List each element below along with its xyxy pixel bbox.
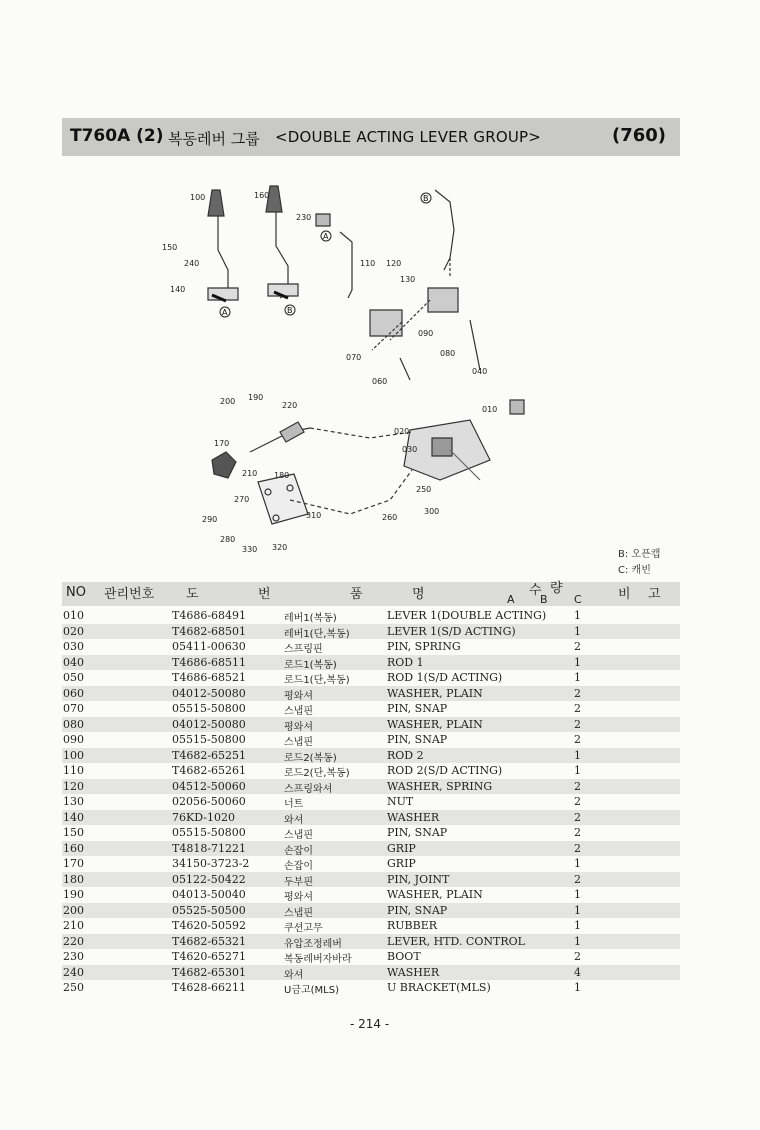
row-name-english: GRIP xyxy=(387,857,416,870)
table-row xyxy=(62,701,680,717)
table-row xyxy=(62,748,680,764)
group-code: T760A (2) xyxy=(70,126,164,146)
table-row xyxy=(62,856,680,872)
svg-text:220: 220 xyxy=(282,401,298,410)
table-row xyxy=(62,717,680,733)
table-row xyxy=(62,825,680,841)
row-name-english: PIN, SNAP xyxy=(387,826,448,839)
row-name-english: GRIP xyxy=(387,841,416,855)
row-no: 100 xyxy=(63,748,84,762)
svg-text:160: 160 xyxy=(254,191,270,200)
row-part-number: 04512-50060 xyxy=(172,779,246,793)
header-qty-a: 수 xyxy=(529,583,542,598)
row-name-english: PIN, SNAP xyxy=(387,903,448,917)
row-part-number: T4620-50592 xyxy=(172,919,247,932)
page-number: - 214 - xyxy=(350,1017,390,1031)
header-name-a: 품 xyxy=(350,587,363,602)
row-part-number: 05515-50800 xyxy=(172,702,246,715)
row-name-english: PIN, SNAP xyxy=(387,733,448,746)
svg-text:320: 320 xyxy=(272,543,288,552)
table-row xyxy=(62,670,680,686)
row-no: 150 xyxy=(63,826,84,839)
row-name-english: LEVER, HTD. CONTROL xyxy=(387,934,525,948)
row-no: 080 xyxy=(63,717,84,731)
row-name-korean: 로드1(단,복동) xyxy=(284,675,350,686)
row-name-english: BOOT xyxy=(387,950,421,963)
row-part-number: 05122-50422 xyxy=(172,872,246,886)
row-quantity: 2 xyxy=(574,717,581,731)
row-no: 230 xyxy=(63,950,84,963)
row-name-korean: 레버1(단,복동) xyxy=(284,628,350,640)
row-quantity: 2 xyxy=(574,779,581,793)
table-row xyxy=(62,949,680,965)
table-row xyxy=(62,763,680,779)
row-name-korean: 스냅핀 xyxy=(284,830,313,841)
row-part-number: T4686-68491 xyxy=(172,609,247,622)
svg-text:070: 070 xyxy=(346,353,362,362)
row-name-korean: 로드1(복동) xyxy=(284,659,337,671)
row-part-number: 04013-50040 xyxy=(172,888,246,901)
row-quantity: 1 xyxy=(574,748,581,762)
svg-text:210: 210 xyxy=(242,469,258,478)
row-name-english: PIN, SPRING xyxy=(387,640,461,653)
row-name-korean: 손잡이 xyxy=(284,845,313,857)
row-no: 220 xyxy=(63,934,84,948)
row-name-english: LEVER 1(S/D ACTING) xyxy=(387,624,516,638)
svg-text:200: 200 xyxy=(220,397,236,406)
row-name-korean: 와셔 xyxy=(284,814,304,826)
row-quantity: 1 xyxy=(574,764,581,777)
row-name-korean: 평와셔 xyxy=(284,892,313,903)
svg-text:240: 240 xyxy=(184,259,200,268)
row-name-korean: 로드2(복동) xyxy=(284,752,337,764)
row-part-number: T4628-66211 xyxy=(172,981,247,994)
row-name-english: RUBBER xyxy=(387,919,438,932)
svg-text:B: B xyxy=(287,306,293,315)
table-row xyxy=(62,732,680,748)
header-note-b: 고 xyxy=(648,587,661,602)
svg-text:020: 020 xyxy=(394,427,410,436)
header-part-a: 도 xyxy=(186,587,199,602)
svg-text:080: 080 xyxy=(440,349,456,358)
header-qty-b: 량 xyxy=(550,581,563,596)
table-row xyxy=(62,810,680,826)
svg-text:230: 230 xyxy=(296,213,312,222)
header-name-b: 명 xyxy=(412,587,425,602)
row-no: 110 xyxy=(63,764,84,777)
row-quantity: 1 xyxy=(574,671,581,684)
row-no: 050 xyxy=(63,671,84,684)
row-no: 240 xyxy=(63,965,84,979)
svg-text:B: B xyxy=(423,194,429,203)
table-row xyxy=(62,903,680,919)
row-part-number: T4682-65251 xyxy=(172,748,247,762)
row-no: 090 xyxy=(63,733,84,746)
table-row xyxy=(62,841,680,857)
row-no: 030 xyxy=(63,640,84,653)
row-part-number: T4686-68521 xyxy=(172,671,247,684)
header-no: NO xyxy=(66,585,86,600)
row-name-korean: 스냅핀 xyxy=(284,907,313,919)
row-part-number: 05525-50500 xyxy=(172,903,246,917)
legend-cabin: C: 캐빈 xyxy=(618,565,651,576)
row-name-english: WASHER, SPRING xyxy=(387,779,493,793)
row-part-number: 05411-00630 xyxy=(172,640,246,653)
row-name-english: LEVER 1(DOUBLE ACTING) xyxy=(387,609,547,622)
table-row xyxy=(62,686,680,702)
row-no: 070 xyxy=(63,702,84,715)
row-name-korean: 스냅핀 xyxy=(284,737,313,748)
row-name-korean: 평와셔 xyxy=(284,721,313,733)
svg-text:090: 090 xyxy=(418,329,434,338)
row-quantity: 2 xyxy=(574,686,581,700)
row-name-english: PIN, SNAP xyxy=(387,702,448,715)
row-quantity: 2 xyxy=(574,640,581,653)
row-quantity: 1 xyxy=(574,888,581,901)
row-quantity: 1 xyxy=(574,981,581,994)
legend-open-cab: B: 오픈캡 xyxy=(618,549,661,560)
svg-text:260: 260 xyxy=(382,513,398,522)
row-part-number: 76KD-1020 xyxy=(172,810,235,824)
table-row xyxy=(62,608,680,624)
svg-text:010: 010 xyxy=(482,405,498,414)
row-name-korean: 너트 xyxy=(284,799,304,810)
row-no: 130 xyxy=(63,795,84,808)
row-name-korean: 쿠션고무 xyxy=(284,923,323,934)
row-quantity: 1 xyxy=(574,609,581,622)
row-name-korean: 스냅핀 xyxy=(284,706,313,717)
row-no: 010 xyxy=(63,609,84,622)
row-quantity: 2 xyxy=(574,810,581,824)
row-name-english: WASHER xyxy=(387,965,440,979)
svg-text:130: 130 xyxy=(400,275,416,284)
table-row xyxy=(62,779,680,795)
row-name-korean: 복동레버자바라 xyxy=(284,954,352,965)
table-row xyxy=(62,872,680,888)
row-name-english: WASHER xyxy=(387,810,440,824)
row-part-number: 05515-50800 xyxy=(172,826,246,839)
row-no: 210 xyxy=(63,919,84,932)
svg-text:190: 190 xyxy=(248,393,264,402)
row-part-number: T4818-71221 xyxy=(172,841,247,855)
row-no: 200 xyxy=(63,903,84,917)
exploded-parts-diagram xyxy=(150,170,570,560)
row-name-english: U BRACKET(MLS) xyxy=(387,981,491,994)
table-row xyxy=(62,934,680,950)
svg-text:250: 250 xyxy=(416,485,432,494)
table-row xyxy=(62,639,680,655)
group-title-korean: 복동레버 그룹 xyxy=(168,130,260,148)
svg-text:170: 170 xyxy=(214,439,230,448)
row-quantity: 4 xyxy=(574,965,581,979)
svg-text:100: 100 xyxy=(190,193,206,202)
header-note-a: 비 xyxy=(618,587,631,602)
svg-text:330: 330 xyxy=(242,545,258,554)
table-row xyxy=(62,655,680,671)
row-quantity: 1 xyxy=(574,857,581,870)
table-row xyxy=(62,918,680,934)
header-part-b: 번 xyxy=(258,587,271,602)
row-no: 060 xyxy=(63,686,84,700)
row-name-english: ROD 2 xyxy=(387,748,424,762)
svg-text:270: 270 xyxy=(234,495,250,504)
row-no: 140 xyxy=(63,810,84,824)
row-name-english: NUT xyxy=(387,795,414,808)
svg-text:A: A xyxy=(222,308,228,317)
header-code: 관리번호 xyxy=(104,587,155,602)
svg-text:060: 060 xyxy=(372,377,388,386)
row-name-english: WASHER, PLAIN xyxy=(387,888,483,901)
row-name-korean: U금고(MLS) xyxy=(284,985,339,996)
row-quantity: 1 xyxy=(574,624,581,638)
row-name-korean: 스프링핀 xyxy=(284,644,323,655)
group-title-english: <DOUBLE ACTING LEVER GROUP> xyxy=(275,128,542,146)
row-quantity: 2 xyxy=(574,841,581,855)
row-quantity: 2 xyxy=(574,950,581,963)
svg-text:180: 180 xyxy=(274,471,290,480)
table-row xyxy=(62,980,680,996)
header-sub-c: C xyxy=(574,593,582,606)
row-no: 160 xyxy=(63,841,84,855)
svg-text:290: 290 xyxy=(202,515,218,524)
svg-text:040: 040 xyxy=(472,367,488,376)
row-no: 180 xyxy=(63,872,84,886)
svg-text:120: 120 xyxy=(386,259,402,268)
row-name-english: ROD 2(S/D ACTING) xyxy=(387,764,503,777)
row-part-number: T4682-65261 xyxy=(172,764,247,777)
row-quantity: 2 xyxy=(574,872,581,886)
row-name-korean: 유압조정레버 xyxy=(284,938,342,950)
svg-text:A: A xyxy=(323,232,329,241)
row-quantity: 2 xyxy=(574,795,581,808)
table-header xyxy=(62,582,680,606)
svg-text:310: 310 xyxy=(306,511,322,520)
row-name-korean: 레버1(복동) xyxy=(284,613,337,624)
row-name-korean: 손잡이 xyxy=(284,861,313,872)
row-part-number: 34150-3723-2 xyxy=(172,857,250,870)
svg-text:280: 280 xyxy=(220,535,236,544)
row-no: 120 xyxy=(63,779,84,793)
row-name-english: WASHER, PLAIN xyxy=(387,717,483,731)
svg-text:150: 150 xyxy=(162,243,178,252)
row-quantity: 2 xyxy=(574,702,581,715)
row-name-korean: 두부핀 xyxy=(284,876,313,888)
row-name-korean: 로드2(단,복동) xyxy=(284,768,350,779)
row-name-english: WASHER, PLAIN xyxy=(387,686,483,700)
row-part-number: T4686-68511 xyxy=(172,655,247,669)
row-quantity: 2 xyxy=(574,733,581,746)
row-part-number: 04012-50080 xyxy=(172,717,246,731)
svg-text:300: 300 xyxy=(424,507,440,516)
svg-text:110: 110 xyxy=(360,259,376,268)
row-no: 250 xyxy=(63,981,84,994)
row-part-number: 05515-50800 xyxy=(172,733,246,746)
row-name-korean: 와셔 xyxy=(284,969,304,981)
group-number: (760) xyxy=(611,125,666,146)
row-quantity: 1 xyxy=(574,903,581,917)
row-name-korean: 평와셔 xyxy=(284,690,313,702)
table-row xyxy=(62,887,680,903)
row-quantity: 1 xyxy=(574,919,581,932)
row-part-number: 04012-50080 xyxy=(172,686,246,700)
row-name-korean: 스프링와셔 xyxy=(284,783,333,795)
row-name-english: PIN, JOINT xyxy=(387,872,450,886)
row-quantity: 2 xyxy=(574,826,581,839)
row-part-number: T4620-65271 xyxy=(172,950,247,963)
header-sub-b: B xyxy=(540,593,548,606)
row-name-english: ROD 1(S/D ACTING) xyxy=(387,671,503,684)
row-quantity: 1 xyxy=(574,934,581,948)
table-row xyxy=(62,624,680,640)
svg-text:140: 140 xyxy=(170,285,186,294)
row-no: 040 xyxy=(63,655,84,669)
row-no: 020 xyxy=(63,624,84,638)
table-row xyxy=(62,965,680,981)
svg-text:030: 030 xyxy=(402,445,418,454)
header-sub-a: A xyxy=(507,593,515,606)
row-no: 190 xyxy=(63,888,84,901)
table-row xyxy=(62,794,680,810)
row-part-number: 02056-50060 xyxy=(172,795,246,808)
row-part-number: T4682-65301 xyxy=(172,965,247,979)
row-quantity: 1 xyxy=(574,655,581,669)
row-name-english: ROD 1 xyxy=(387,655,424,669)
row-part-number: T4682-68501 xyxy=(172,624,247,638)
row-part-number: T4682-65321 xyxy=(172,934,247,948)
row-no: 170 xyxy=(63,857,84,870)
